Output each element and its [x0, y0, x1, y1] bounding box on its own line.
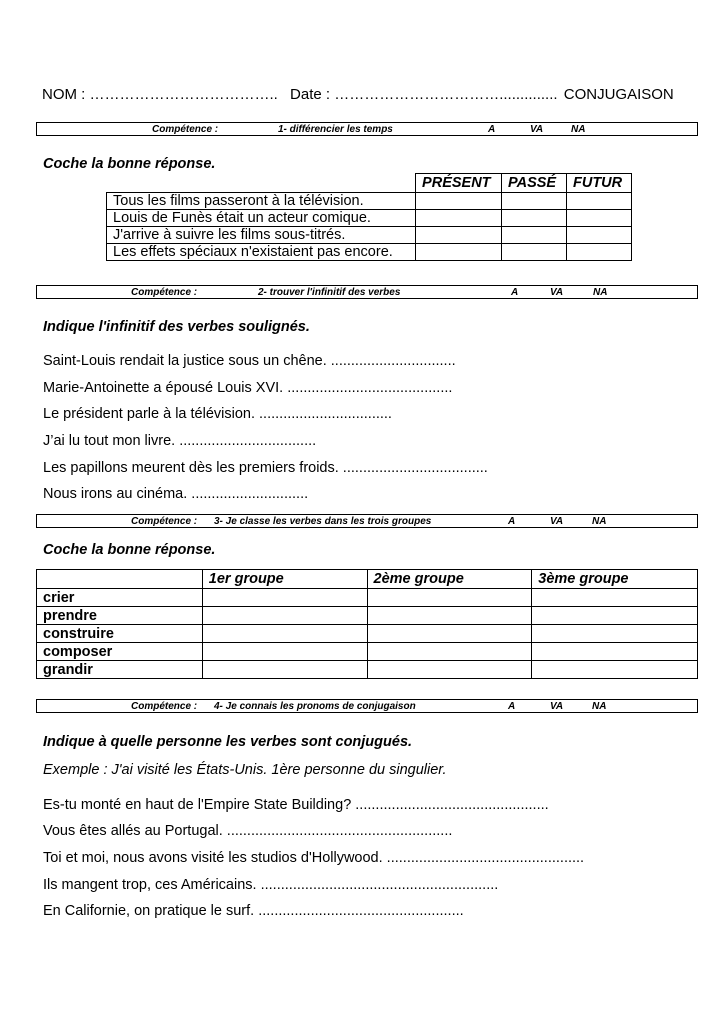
competence-a: A [511, 287, 519, 298]
checkbox-cell[interactable] [566, 193, 631, 210]
checkbox-cell[interactable] [416, 244, 502, 261]
table-row [37, 625, 698, 643]
competence-na: NA [592, 516, 607, 527]
person-line[interactable]: Toi et moi, nous avons visité les studios d'Hollywood. ................................................. [43, 850, 585, 866]
table-row [107, 193, 632, 210]
competence-bar-2 [36, 285, 698, 299]
competence-text: 2- trouver l'infinitif des verbes [258, 287, 401, 298]
checkbox-cell[interactable] [532, 589, 698, 607]
person-line[interactable]: Vous êtes allés au Portugal. ........................................................ [43, 823, 453, 839]
competence-a: A [508, 701, 516, 712]
competence-va: VA [550, 287, 564, 298]
competence-na: NA [592, 701, 607, 712]
table-row [37, 661, 698, 679]
infinitive-line[interactable]: Saint-Louis rendait la justice sous un chêne. ............................... [43, 353, 456, 369]
empty-corner [107, 174, 416, 193]
infinitive-line[interactable]: Le président parle à la télévision. ................................. [43, 406, 392, 422]
competence-a: A [508, 516, 516, 527]
table-row [107, 210, 632, 227]
section4-title: Indique à quelle personne les verbes sont conjugués. [43, 734, 413, 750]
checkbox-cell[interactable] [367, 643, 532, 661]
col-futur: FUTUR [566, 174, 631, 193]
verb-cell: construire [37, 625, 203, 643]
checkbox-cell[interactable] [502, 193, 567, 210]
person-line[interactable]: Ils mangent trop, ces Américains. ........................................................... [43, 877, 499, 893]
tense-table [106, 173, 632, 261]
checkbox-cell[interactable] [416, 210, 502, 227]
competence-text: 1- différencier les temps [278, 124, 393, 135]
section3-title: Coche la bonne réponse. [43, 542, 216, 558]
name-field: NOM : ……………………………….. [42, 86, 278, 103]
checkbox-cell[interactable] [566, 227, 631, 244]
infinitive-line[interactable]: Marie-Antoinette a épousé Louis XVI. ......................................... [43, 380, 453, 396]
checkbox-cell[interactable] [202, 661, 367, 679]
sentence-cell: Louis de Funès était un acteur comique. [107, 210, 416, 227]
competence-label: Compétence : [131, 516, 198, 527]
checkbox-cell[interactable] [532, 661, 698, 679]
checkbox-cell[interactable] [367, 607, 532, 625]
verb-group-table [36, 569, 698, 679]
verb-cell: grandir [37, 661, 203, 679]
example-text: Exemple : J'ai visité les États-Unis. 1ère personne du singulier. [43, 762, 447, 778]
competence-label: Compétence : [131, 287, 198, 298]
infinitive-line[interactable]: Les papillons meurent dès les premiers froids. .................................... [43, 460, 488, 476]
checkbox-cell[interactable] [532, 643, 698, 661]
col-group3: 3ème groupe [532, 570, 698, 589]
section1-title: Coche la bonne réponse. [43, 156, 216, 172]
checkbox-cell[interactable] [367, 625, 532, 643]
table-row [107, 227, 632, 244]
checkbox-cell[interactable] [532, 607, 698, 625]
verb-cell: prendre [37, 607, 203, 625]
competence-bar-4 [36, 699, 698, 713]
checkbox-cell[interactable] [416, 193, 502, 210]
empty-header [37, 570, 203, 589]
worksheet-header [42, 86, 674, 103]
date-field: Date : …………………………….............. [290, 86, 558, 103]
checkbox-cell[interactable] [502, 210, 567, 227]
checkbox-cell[interactable] [566, 210, 631, 227]
sentence-cell: Les effets spéciaux n'existaient pas encore. [107, 244, 416, 261]
competence-label: Compétence : [131, 701, 198, 712]
table-row [37, 607, 698, 625]
section2-title: Indique l'infinitif des verbes soulignés. [43, 319, 310, 335]
competence-va: VA [530, 124, 544, 135]
verb-cell: composer [37, 643, 203, 661]
checkbox-cell[interactable] [202, 589, 367, 607]
competence-na: NA [593, 287, 608, 298]
checkbox-cell[interactable] [367, 589, 532, 607]
table-row [107, 244, 632, 261]
subject-title: CONJUGAISON [563, 86, 674, 103]
checkbox-cell[interactable] [202, 625, 367, 643]
checkbox-cell[interactable] [202, 607, 367, 625]
competence-a: A [488, 124, 496, 135]
competence-va: VA [550, 516, 564, 527]
competence-bar-3 [36, 514, 698, 528]
col-passe: PASSÉ [502, 174, 567, 193]
checkbox-cell[interactable] [502, 227, 567, 244]
competence-va: VA [550, 701, 564, 712]
col-group1: 1er groupe [202, 570, 367, 589]
table-row [37, 589, 698, 607]
checkbox-cell[interactable] [367, 661, 532, 679]
checkbox-cell[interactable] [566, 244, 631, 261]
competence-text: 3- Je classe les verbes dans les trois groupes [214, 516, 432, 527]
checkbox-cell[interactable] [502, 244, 567, 261]
checkbox-cell[interactable] [416, 227, 502, 244]
col-present: PRÉSENT [416, 174, 502, 193]
checkbox-cell[interactable] [202, 643, 367, 661]
col-group2: 2ème groupe [367, 570, 532, 589]
infinitive-line[interactable]: J’ai lu tout mon livre. .................................. [43, 433, 317, 449]
competence-text: 4- Je connais les pronoms de conjugaison [214, 701, 416, 712]
competence-label: Compétence : [152, 124, 219, 135]
person-line[interactable]: Es-tu monté en haut de l'Empire State Building? ................................................ [43, 797, 549, 813]
verb-cell: crier [37, 589, 203, 607]
sentence-cell: Tous les films passeront à la télévision. [107, 193, 416, 210]
person-line[interactable]: En Californie, on pratique le surf. ................................................... [43, 903, 464, 919]
infinitive-line[interactable]: Nous irons au cinéma. ............................. [43, 486, 309, 502]
competence-na: NA [571, 124, 586, 135]
competence-bar-1 [36, 122, 698, 136]
checkbox-cell[interactable] [532, 625, 698, 643]
table-row [37, 643, 698, 661]
sentence-cell: J'arrive à suivre les films sous-titrés. [107, 227, 416, 244]
